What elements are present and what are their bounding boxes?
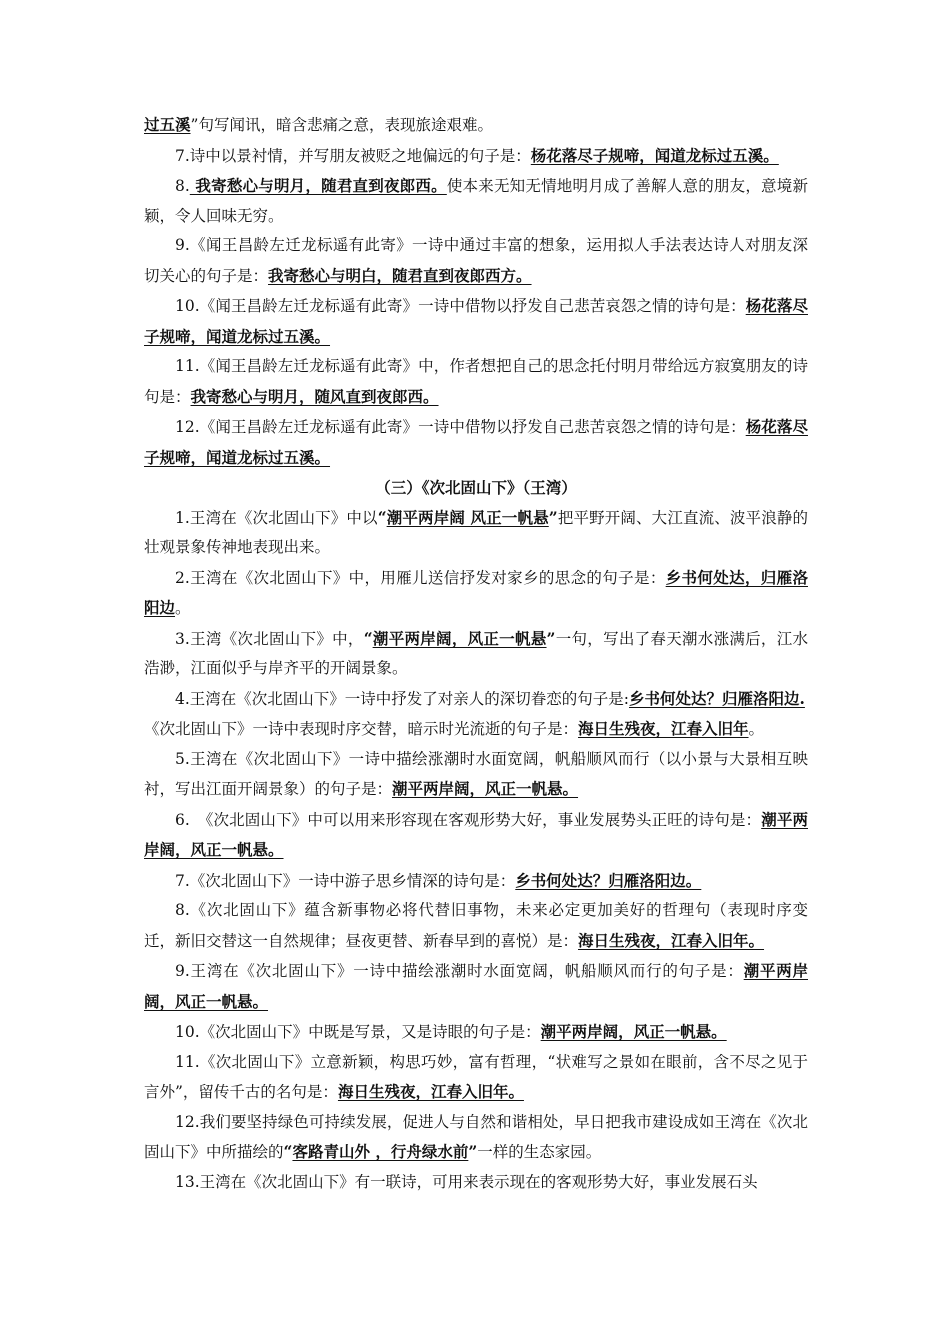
question-2: 2.王湾在《次北固山下》中，用雁儿送信抒发对家乡的思念的句子是：乡书何处达，归雁洛阳边。 [144,567,808,617]
answer-text: 潮平两岸阔，风正一帆悬。 [144,961,808,1011]
question-7: 7.《次北固山下》一诗中游子思乡情深的诗句是：乡书何处达？归雁洛阳边。 [175,870,702,890]
answer-text: 海日生残夜，江春入旧年。 [337,1082,524,1101]
answer-text: 客路青山外 ，行舟绿水前 [292,1142,469,1161]
document-body [144,110,808,1197]
answer-text: 海日生残夜，江春入旧年。 [578,930,765,950]
paragraph-continued: 过五溪”句写闻讯，暗含悲痛之意，表现旅途艰难。 [144,115,493,134]
question-6: 6. 《次北固山下》中可以用来形容现在客观形势大好，事业发展势头正旺的诗句是：潮平两岸阔，风正一帆悬。 [144,809,808,859]
question-4: 4.王湾在《次北固山下》一诗中抒发了对亲人的深切眷恋的句子是:乡书何处达？归雁洛阳边. [175,688,805,708]
question-7: 7.诗中以景衬情，并写朋友被贬之地偏远的句子是：杨花落尽子规啼，闻道龙标过五溪。 [175,145,779,165]
answer-text: 杨花落尽子规啼，闻道龙标过五溪。 [144,417,808,467]
question-5: 5.王湾在《次北固山下》一诗中描绘涨潮时水面宽阔，帆船顺风而行（以小景与大景相互映衬，写出江面开阔景象）的句子是：潮平两岸阔，风正一帆悬。 [144,749,808,798]
question-11: 11.《闻王昌龄左迁龙标遥有此寄》中，作者想把自己的思念托付明月带给远方寂寞朋友的诗句是：我寄愁心与明月，随风直到夜郎西。 [144,357,808,406]
answer-text: 我寄愁心与明月，随风直到夜郎西。 [190,386,439,406]
answer-text: 乡书何处达？归雁洛阳边. [629,688,805,708]
question-11: 11.《次北固山下》立意新颖，构思巧妙，富有哲理，“状难写之景如在眼前，含不尽之见于言外”，留传千古的名句是：海日生残夜，江春入旧年。 [144,1052,808,1101]
answer-text: 潮平两岸阔，风正一帆悬。 [144,809,808,859]
question-1: 1.王湾在《次北固山下》中以“潮平两岸阔 风正一帆悬”把平野开阔、大江直流、波平浪静的壮观景象传神地表现出来。 [144,507,808,556]
answer-text: 过五溪 [144,115,191,134]
question-4b: 《次北固山下》一诗中表现时序交替，暗示时光流逝的句子是：海日生残夜，江春入旧年。 [144,719,765,738]
answer-text: 乡书何处达，归雁洛阳边 [144,567,808,617]
question-10: 10.《次北固山下》中既是写景，又是诗眼的句子是：潮平两岸阔，风正一帆悬。 [175,1022,727,1041]
answer-text: 潮平两岸阔 风正一帆悬 [386,507,549,527]
question-9: 9.王湾在《次北固山下》一诗中描绘涨潮时水面宽阔，帆船顺风而行的句子是：潮平两岸阔，风正一帆悬。 [144,961,808,1011]
question-9: 9.《闻王昌龄左迁龙标遥有此寄》一诗中通过丰富的想象，运用拟人手法表达诗人对朋友深切关心的句子是：我寄愁心与明白，随君直到夜郎西方。 [144,236,808,285]
answer-text: 杨花落尽子规啼，闻道龙标过五溪。 [144,296,808,346]
answer-text: 潮平两岸阔，风正一帆悬。 [540,1022,727,1041]
question-8: 8. 我寄愁心与明月，随君直到夜郎西。使本来无知无情地明月成了善解人意的朋友，意境新颖，令人回味无穷。 [144,176,808,225]
question-12: 12.我们要坚持绿色可持续发展，促进人与自然和谐相处，早日把我市建设成如王湾在《次北固山下》中所描绘的“客路青山外 ，行舟绿水前”一样的生态家园。 [144,1112,808,1161]
question-12: 12.《闻王昌龄左迁龙标遥有此寄》一诗中借物以抒发自己悲苦哀怨之情的诗句是：杨花落尽子规啼，闻道龙标过五溪。 [144,417,808,467]
answer-text: 我寄愁心与明白，随君直到夜郎西方。 [268,265,532,285]
section-heading: （三）《次北固山下》（王湾） [375,478,577,497]
answer-text: 海日生残夜，江春入旧年 [578,719,749,738]
answer-text: 杨花落尽子规啼，闻道龙标过五溪。 [530,145,779,165]
answer-text: 潮平两岸阔，风正一帆悬。 [392,779,579,798]
answer-text: 我寄愁心与明月，随君直到夜郎西。 [189,176,447,195]
question-3: 3.王湾《次北固山下》中，“潮平两岸阔，风正一帆悬”一句，写出了春天潮水涨满后，江水浩渺，江面似乎与岸齐平的开阔景象。 [144,628,808,677]
question-8: 8.《次北固山下》蕴含新事物必将代替旧事物，未来必定更加美好的哲理句（表现时序变迁，新旧交替这一自然规律；昼夜更替、新春早到的喜悦）是：海日生残夜，江春入旧年。 [144,901,808,950]
answer-text: 乡书何处达？归雁洛阳边。 [515,870,702,890]
answer-text: 潮平两岸阔，风正一帆悬 [372,628,547,648]
question-13: 13.王湾在《次北固山下》有一联诗，可用来表示现在的客观形势大好，事业发展石头 [175,1172,758,1191]
question-10: 10.《闻王昌龄左迁龙标遥有此寄》一诗中借物以抒发自己悲苦哀怨之情的诗句是：杨花落尽子规啼，闻道龙标过五溪。 [144,296,808,346]
